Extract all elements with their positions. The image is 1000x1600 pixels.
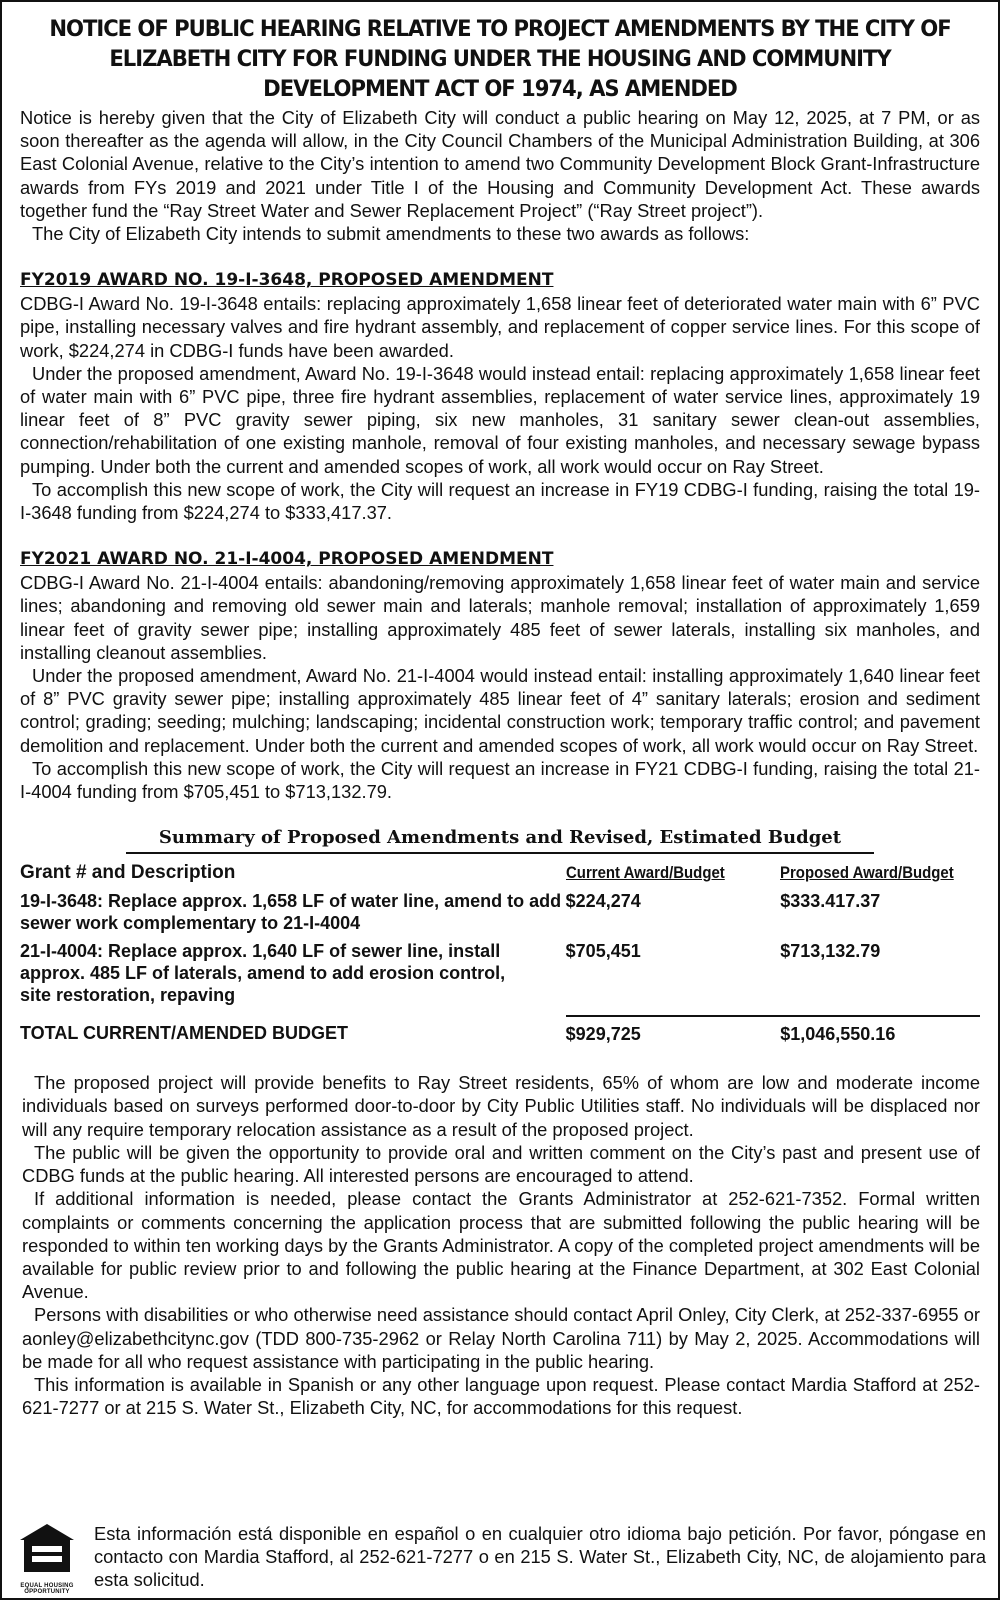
summary-title: Summary of Proposed Amendments and Revised, Estimated Budget xyxy=(126,825,874,854)
table-row xyxy=(20,890,980,940)
notice-title: NOTICE OF PUBLIC HEARING RELATIVE TO PROJECT AMENDMENTS BY THE CITY OF ELIZABETH CITY FOR FUNDING UNDER THE HOUSING AND COMMUNITY DEVELOPMENT ACT OF 1974, AS AMENDED xyxy=(49,16,951,102)
eho-label-line-1: EQUAL HOUSING xyxy=(20,1583,74,1589)
row-current-budget: $705,451 xyxy=(565,941,641,962)
notice-body xyxy=(20,106,980,803)
fy2019-heading: FY2019 AWARD NO. 19-I-3648, PROPOSED AMENDMENT xyxy=(20,270,554,291)
closing-paragraph-5: This information is available in Spanish or any other language upon request. Please contact Mardia Stafford at 252-621-7277 or at 215 S. Water St., Elizabeth City, NC, for accommodations for this request. xyxy=(22,1373,980,1419)
total-proposed-budget: $1,046,550.16 xyxy=(780,1016,980,1045)
summary-header-row xyxy=(20,862,980,890)
summary-table xyxy=(20,862,980,1045)
fy2021-paragraph-2: Under the proposed amendment, Award No. 21-I-4004 would instead entail: installing approximately 1,640 linear feet of 8” PVC gravity sewer pipe; installing approximately 485 linear feet of 4” sanitary laterals; erosion and sediment control; grading; seeding; mulching; landscaping; incidental construction work; temporary traffic control; and pavement demolition and replacement. Under both the current and amended scopes of work, all work would occur on Ray Street. xyxy=(20,665,980,756)
total-label: TOTAL CURRENT/AMENDED BUDGET xyxy=(20,1023,348,1044)
fy2019-paragraph-2: Under the proposed amendment, Award No. 19-I-3648 would instead entail: replacing approximately 1,658 linear feet of water main with 6” PVC pipe, three fire hydrant assemblies, replacement of water service lines, approximately 19 linear feet of 8” PVC gravity sewer piping, six new manholes, 31 sanitary sewer clean-out assemblies, connection/rehabilitation of one existing manhole, removal of four existing manholes, and necessary sewage bypass pumping. Under both the current and amended scopes of work, all work would occur on Ray Street. xyxy=(20,362,980,477)
fy2021-paragraph-3: To accomplish this new scope of work, the City will request an increase in FY21 CDBG-I funding, raising the total 21-I-4004 funding from $705,451 to $713,132.79. xyxy=(20,757,980,803)
closing-paragraph-4: Persons with disabilities or who otherwise need assistance should contact April Onley, City Clerk, at 252-337-6955 or aonley@elizabethcitync.gov (TDD 800-735-2962 or Relay North Carolina 711) by May 2, 2025. Accommodations will be made for all who request assistance with participating in the public hearing. xyxy=(22,1304,980,1372)
equal-housing-opportunity-icon xyxy=(16,1522,78,1578)
intro-paragraph: Notice is hereby given that the City of Elizabeth City will conduct a public hearing on May 12, 2025, at 7 PM, or as soon thereafter as the agenda will allow, in the City Council Chambers of the Municipal Administration Building, at 306 East Colonial Avenue, relative to the City’s intention to amend two Community Development Block Grant-Infrastructure awards from FYs 2019 and 2021 under Title I of the Housing and Community Development Act. These awards together fund the “Ray Street Water and Sewer Replacement Project” (“Ray Street project”). xyxy=(20,107,980,221)
closing-paragraph-3: If additional information is needed, please contact the Grants Administrator at 252-621-7352. Formal written complaints or comments concerning the application process that are submitted following the public hearing will be responded to within ten working days by the Grants Administrator. A copy of the completed project amendments will be available for public review prior to and following the public hearing at the Finance Department, at 302 East Colonial Avenue. xyxy=(22,1188,980,1303)
total-row xyxy=(20,1016,980,1045)
table-row xyxy=(20,940,980,1016)
row-proposed-budget: $713,132.79 xyxy=(780,941,881,962)
fy2021-heading: FY2021 AWARD NO. 21-I-4004, PROPOSED AMENDMENT xyxy=(20,549,554,570)
eho-label-line-2: OPPORTUNITY xyxy=(24,1589,70,1595)
row-proposed-budget: $333.417.37 xyxy=(780,891,881,912)
intro-paragraph-2: The City of Elizabeth City intends to submit amendments to these two awards as follows: xyxy=(32,223,750,245)
closing-paragraph-1: The proposed project will provide benefits to Ray Street residents, 65% of whom are low and moderate income individuals based on surveys performed door-to-door by City Public Utilities staff. No individuals will be displaced nor will any require temporary relocation assistance as a result of the proposed project. xyxy=(22,1072,980,1140)
row-description: 21-I-4004: Replace approx. 1,640 LF of sewer line, install approx. 485 LF of laterals, amend to add erosion control, site restoration, repaving xyxy=(20,941,506,1006)
spanish-paragraph: Esta información está disponible en español o en cualquier otro idioma bajo petición. Por favor, póngase en contacto con Mardia Stafford, al 252-621-7277 o en 215 S. Water St., Elizabeth City, NC, de alojamiento para esta solicitud. xyxy=(94,1523,986,1591)
equal-housing-opportunity-logo xyxy=(16,1522,78,1595)
header-current-award: Current Award/Budget xyxy=(565,863,725,883)
row-description: 19-I-3648: Replace approx. 1,658 LF of water line, amend to add sewer work complementary to 21-I-4004 xyxy=(20,891,562,934)
closing-section xyxy=(20,1071,980,1419)
header-proposed-award: Proposed Award/Budget xyxy=(780,863,954,883)
fy2019-paragraph-1: CDBG-I Award No. 19-I-3648 entails: replacing approximately 1,658 linear feet of deteriorated water main with 6” PVC pipe, installing necessary valves and fire hydrant assembly, and replacement of copper service lines. For this scope of work, $224,274 in CDBG-I funds have been awarded. xyxy=(20,293,980,361)
row-current-budget: $224,274 xyxy=(565,891,641,912)
fy2019-paragraph-3: To accomplish this new scope of work, the City will request an increase in FY19 CDBG-I funding, raising the total 19-I-3648 funding from $224,274 to $333,417.37. xyxy=(20,478,980,524)
fy2021-paragraph-1: CDBG-I Award No. 21-I-4004 entails: abandoning/removing approximately 1,658 linear feet of water main and service lines; abandoning and removing old sewer main and laterals; manhole removal; installation of approximately 1,659 linear feet of gravity sewer pipe; installing approximately 485 feet of sewer laterals, installing six manholes, and installing cleanout assemblies. xyxy=(20,572,980,663)
closing-paragraph-2: The public will be given the opportunity to provide oral and written comment on the City’s past and present use of CDBG funds at the public hearing. All interested persons are encouraged to attend. xyxy=(22,1141,980,1187)
header-grant-description: Grant # and Description xyxy=(20,862,236,884)
total-current-budget: $929,725 xyxy=(566,1016,781,1045)
